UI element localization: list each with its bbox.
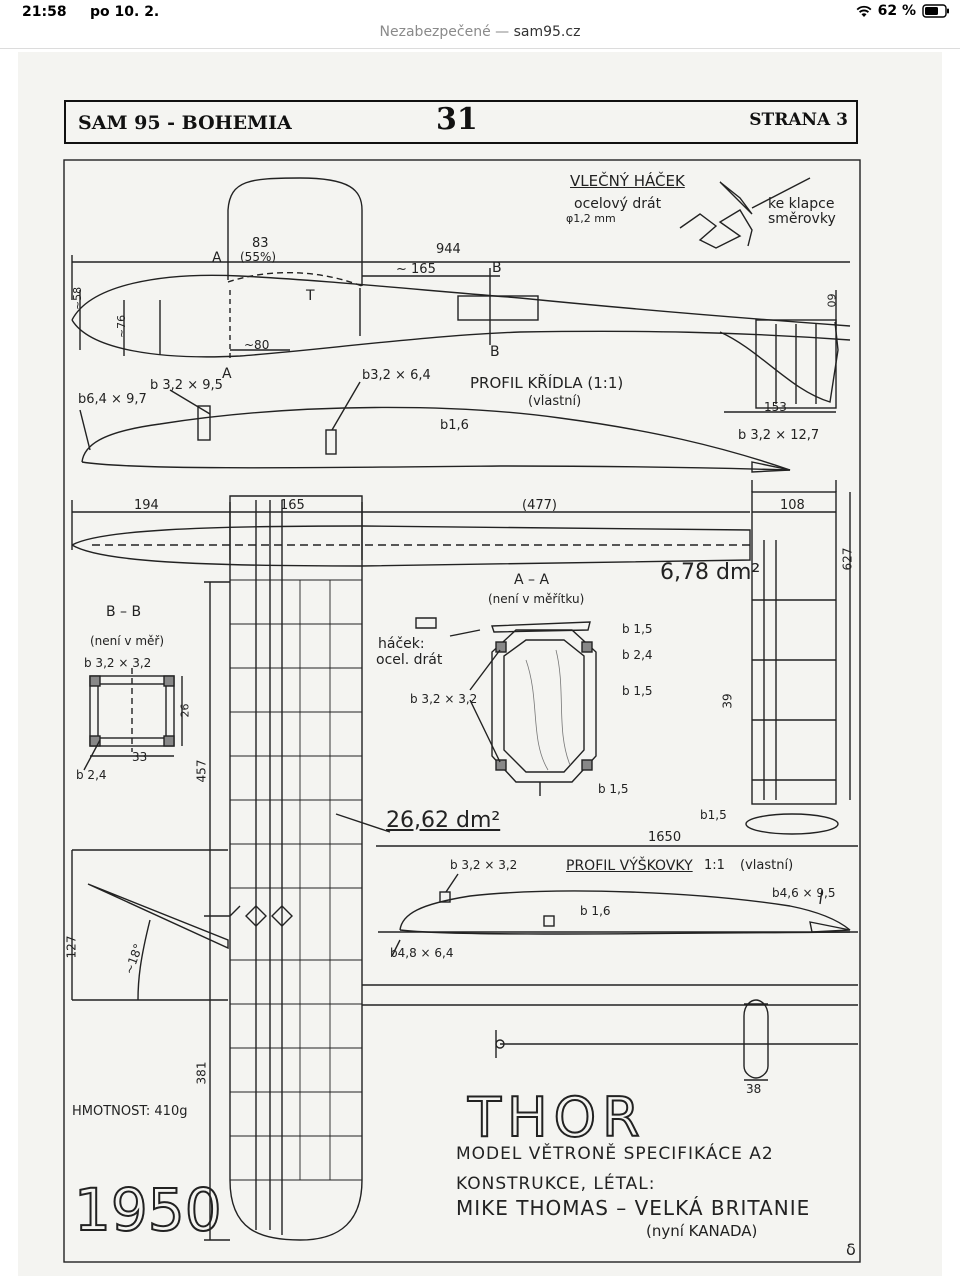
model-name: THOR <box>468 1086 646 1149</box>
dim-38: 38 <box>746 1082 762 1096</box>
section-aa-b15a: b 1,5 <box>622 622 653 636</box>
model-design-label: KONSTRUKCE, LÉTAL: <box>456 1174 656 1194</box>
battery-percent: 62 % <box>877 3 916 19</box>
le-b64-97: b6,4 × 9,7 <box>78 392 147 407</box>
stab-profile-scale: 1:1 <box>704 858 725 873</box>
section-bb-b32: b 3,2 × 3,2 <box>84 656 152 670</box>
date: po 10. 2. <box>90 4 160 20</box>
dim-60: 60 <box>824 293 838 308</box>
te-b32-127: b 3,2 × 12,7 <box>738 428 820 443</box>
url-domain: sam95.cz <box>513 24 581 40</box>
dim-457: 457 <box>194 759 209 783</box>
dim-108: 108 <box>780 498 805 513</box>
dim-944: 944 <box>436 242 461 257</box>
section-a-bottom: A <box>222 366 232 382</box>
dim-627: 627 <box>840 547 855 571</box>
clock: 21:58 <box>22 4 67 20</box>
dim-165: 165 <box>280 498 305 513</box>
stab-b48: b4,8 × 6,4 <box>390 946 454 960</box>
stab-b16: b 1,6 <box>580 904 611 918</box>
section-aa-b15c: b 1,5 <box>598 782 629 796</box>
to-flap-2: směrovky <box>768 211 836 227</box>
wing-profile-title: PROFIL KŘÍDLA (1:1) <box>470 374 624 392</box>
t-mark: T <box>306 288 315 304</box>
page-number: 31 <box>436 102 478 137</box>
section-aa-b32: b 3,2 × 3,2 <box>410 692 478 706</box>
header-left: SAM 95 - BOHEMIA <box>78 112 292 134</box>
wing-area: 26,62 dm² <box>386 808 501 833</box>
section-bb-b24: b 2,4 <box>76 768 107 782</box>
model-year: 1950 <box>74 1176 222 1244</box>
stab-area: 6,78 dm² <box>660 560 761 585</box>
dim-55: (55%) <box>240 250 277 264</box>
model-spec: MODEL VĚTRONĚ SPECIFIKÁCE A2 <box>456 1144 774 1164</box>
dim-39: 39 <box>720 693 735 709</box>
section-bb-26: 26 <box>178 703 192 718</box>
tow-hook-wire: ocelový drát <box>574 196 662 212</box>
section-aa-b15b: b 1,5 <box>622 684 653 698</box>
section-bb-33: 33 <box>132 750 148 764</box>
stab-profile-title: PROFIL VÝŠKOVKY <box>566 858 693 874</box>
section-aa-hook2: ocel. drát <box>376 652 443 668</box>
wing-profile-sub: (vlastní) <box>528 394 582 409</box>
stab-b46: b4,6 × 9,5 <box>772 886 836 900</box>
sheet-b16: b1,6 <box>440 418 469 433</box>
dim-153: 153 <box>764 400 787 414</box>
dim-83: 83 <box>252 236 269 251</box>
spar-b32-64: b3,2 × 6,4 <box>362 368 431 383</box>
dim-dihedral: ~18° <box>121 941 146 977</box>
stab-b15: b1,5 <box>700 808 727 822</box>
dim-1650: 1650 <box>648 830 682 845</box>
tow-hook-title: VLEČNÝ HÁČEK <box>570 172 685 190</box>
security-label: Nezabezpečené — <box>379 24 510 40</box>
tow-hook-diameter: φ1,2 mm <box>566 212 616 225</box>
section-aa-title: A – A <box>514 572 550 588</box>
spar-b32-95: b 3,2 × 9,5 <box>150 378 223 393</box>
section-aa-sub: (není v měřítku) <box>488 592 585 606</box>
header-right: STRANA 3 <box>749 110 848 130</box>
dim-381: 381 <box>194 1061 209 1085</box>
section-aa-b24: b 2,4 <box>622 648 653 662</box>
dim-80: ~80 <box>244 338 270 352</box>
dim-76: ~76 <box>115 314 129 339</box>
stab-b32: b 3,2 × 3,2 <box>450 858 518 872</box>
dim-127: 127 <box>64 935 79 959</box>
dim-58: ~58 <box>71 286 85 311</box>
dim-477: (477) <box>522 498 557 513</box>
to-flap-1: ke klapce <box>768 196 835 212</box>
section-b-bottom: B <box>490 344 500 360</box>
dim-165a: ~ 165 <box>396 262 436 277</box>
section-bb-sub: (není v měř) <box>90 634 165 648</box>
stab-profile-sub: (vlastní) <box>740 858 794 873</box>
corner-mark: δ <box>846 1240 856 1259</box>
dim-194: 194 <box>134 498 159 513</box>
model-designer: MIKE THOMAS – VELKÁ BRITANIE <box>456 1196 811 1220</box>
model-designer-country: (nyní KANADA) <box>646 1222 758 1240</box>
section-b-top: B <box>492 260 502 276</box>
section-a-top: A <box>212 250 222 266</box>
section-aa-hook1: háček: <box>378 636 425 652</box>
model-mass: HMOTNOST: 410g <box>72 1104 188 1119</box>
section-bb-title: B – B <box>106 604 142 620</box>
